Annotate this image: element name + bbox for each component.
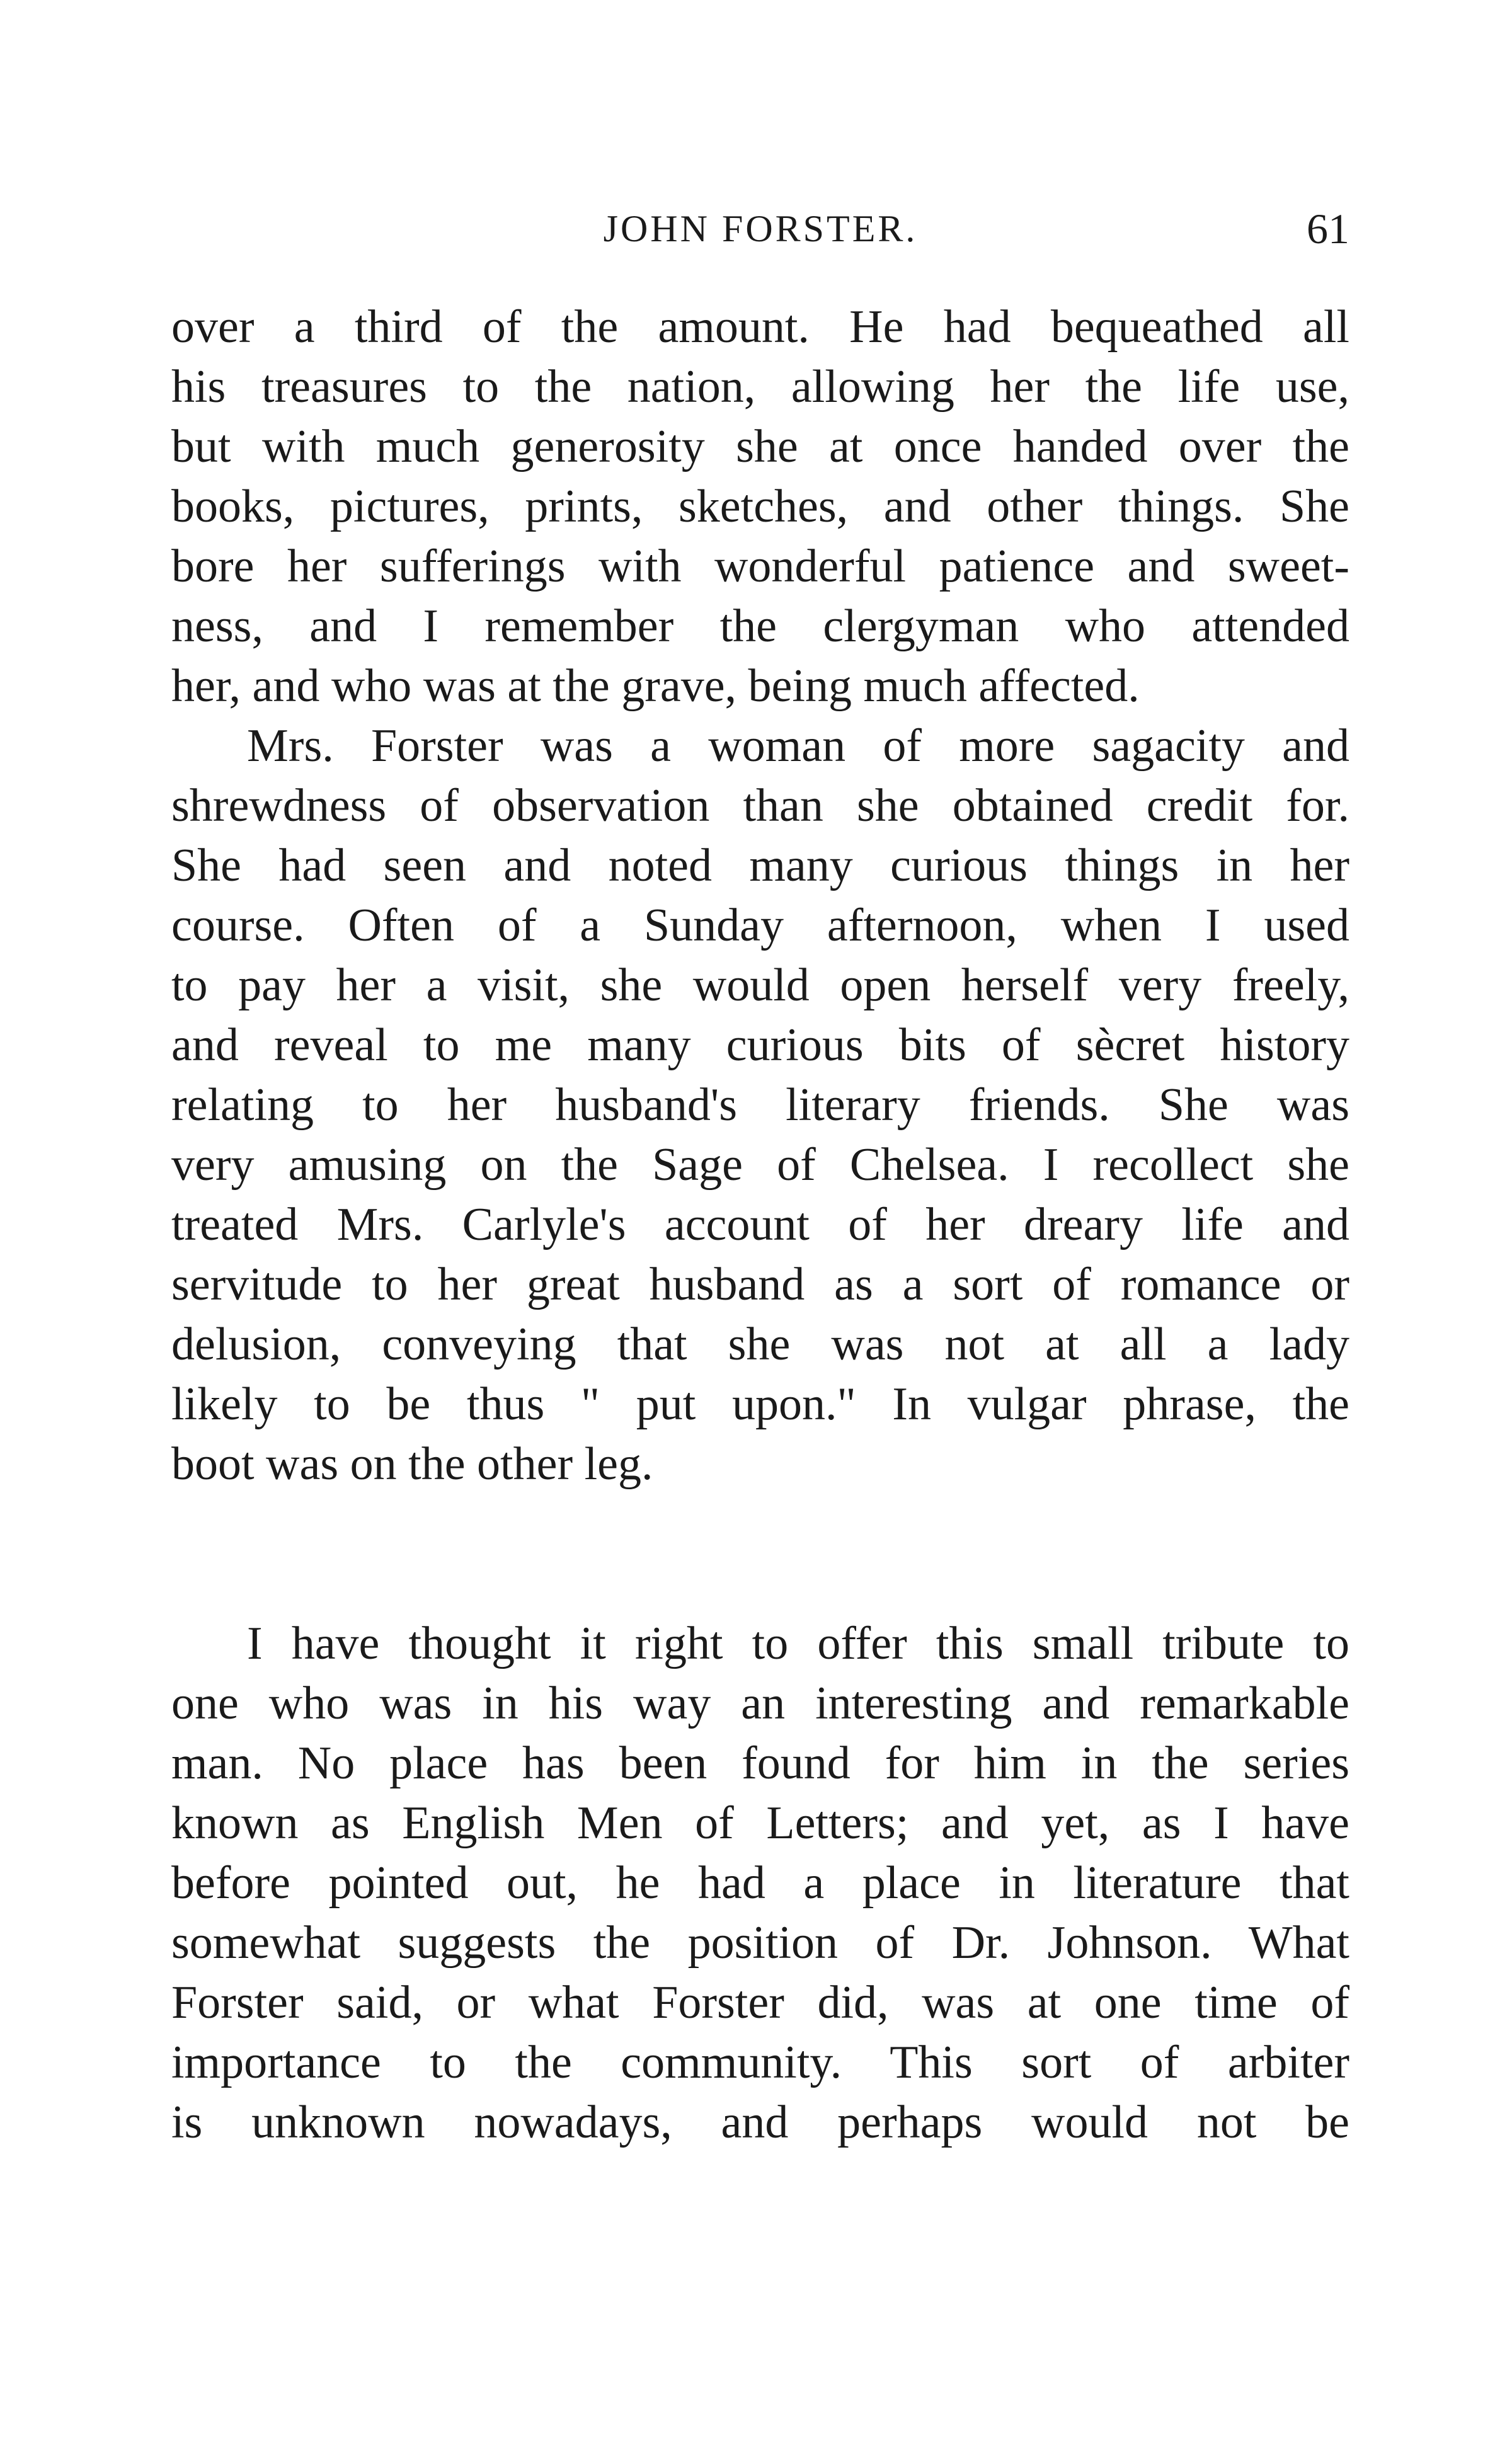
text-line: She had seen and noted many curious things in her	[171, 840, 1349, 891]
text-line: importance to the community. This sort of arbiter	[171, 2037, 1349, 2088]
text-line: one who was in his way an interesting and remarkable	[171, 1678, 1349, 1729]
text-line: her, and who was at the grave, being much affected.	[171, 660, 1140, 712]
text-line: man. No place has been found for him in the series	[171, 1737, 1349, 1789]
text-line: shrewdness of observation than she obtained credit for.	[171, 780, 1349, 832]
text-line: somewhat suggests the position of Dr. Johnson. What	[171, 1917, 1349, 1969]
text-line: bore her sufferings with wonderful patience and sweet-	[171, 541, 1349, 592]
text-line: known as English Men of Letters; and yet, as I have	[171, 1797, 1349, 1849]
text-line: before pointed out, he had a place in literature that	[171, 1857, 1349, 1909]
text-line: boot was on the other leg.	[171, 1438, 653, 1490]
body-text	[171, 297, 1349, 2153]
text-line: likely to be thus " put upon." In vulgar phrase, the	[171, 1378, 1349, 1430]
page-number: 61	[1307, 205, 1349, 253]
running-head	[171, 200, 1349, 257]
text-line: I have thought it right to offer this small tribute to	[247, 1618, 1349, 1669]
text-line: is unknown nowadays, and perhaps would not be	[171, 2097, 1349, 2148]
text-line: to pay her a visit, she would open herself very freely,	[171, 959, 1349, 1011]
text-line: over a third of the amount. He had bequeathed all	[171, 301, 1349, 353]
text-line: very amusing on the Sage of Chelsea. I recollect she	[171, 1139, 1349, 1191]
text-line: servitude to her great husband as a sort of romance or	[171, 1259, 1349, 1310]
paragraph-1	[171, 297, 1349, 716]
text-line: course. Often of a Sunday afternoon, when I used	[171, 900, 1349, 951]
text-line: and reveal to me many curious bits of sècret history	[171, 1019, 1349, 1071]
paragraph-3	[171, 1614, 1349, 2153]
text-line: but with much generosity she at once handed over the	[171, 421, 1349, 472]
paragraph-2	[171, 716, 1349, 1494]
text-line: Mrs. Forster was a woman of more sagacity and	[247, 720, 1349, 772]
text-line: his treasures to the nation, allowing her the life use,	[171, 361, 1349, 413]
text-line: relating to her husband's literary friends. She was	[171, 1079, 1349, 1131]
text-line: ness, and I remember the clergyman who attended	[171, 600, 1349, 652]
text-line: books, pictures, prints, sketches, and other things. She	[171, 481, 1349, 532]
running-title: JOHN FORSTER.	[603, 208, 918, 249]
section-break	[171, 1494, 1349, 1614]
text-line: treated Mrs. Carlyle's account of her dreary life and	[171, 1199, 1349, 1250]
text-line: Forster said, or what Forster did, was at one time of	[171, 1977, 1349, 2029]
text-line: delusion, conveying that she was not at all a lady	[171, 1319, 1349, 1370]
